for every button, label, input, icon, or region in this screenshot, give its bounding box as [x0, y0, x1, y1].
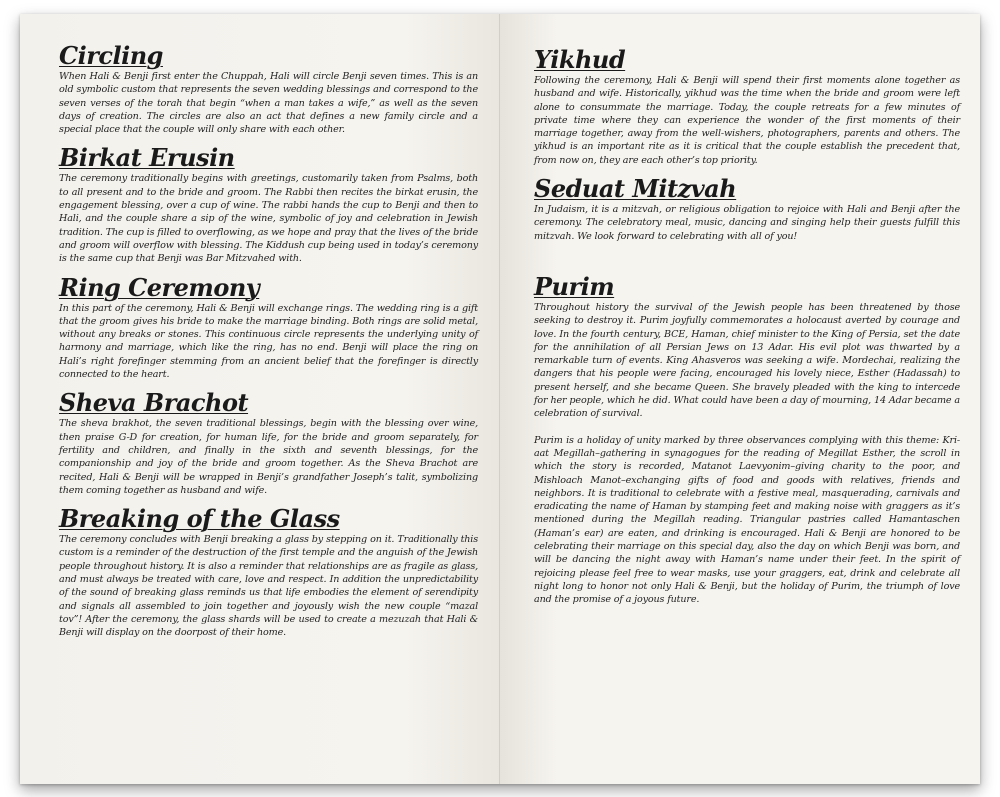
section-circling — [59, 42, 478, 136]
right-page — [500, 14, 980, 784]
section-title: Seduat Mitzvah — [534, 174, 737, 204]
section-title: Circling — [59, 41, 163, 70]
section-title: Breaking of the Glass — [59, 504, 340, 534]
section-ring-ceremony — [59, 274, 478, 382]
section-title: Ring Ceremony — [59, 272, 260, 302]
section-text: When Hali & Benji first enter the Chuppah, Hali will circle Benji seven times. This is an old symbolic custom that represents the seven wedding blessings and correspond to the seven verses of the torah that begin “when a man takes a wife,” as well as the seven days of creation. The circles are also an act that defines a new family circle and a special place that the couple will only share with each other. — [59, 71, 478, 136]
section-text: The sheva brakhot, the seven traditional blessings, begin with the blessing over wine, then praise G-D for creation, for human life, for the bride and groom separately, for fertility and children, and finally in the sixth and seventh blessings, for the companionship and joy of the bride and groom together. As the Sheva Brachot are recited, Hali & Benji will be wrapped in Benji’s grandfather Joseph’s talit, symbolizing them coming together as husband and wife. — [59, 418, 478, 496]
section-breaking-of-the-glass — [59, 505, 478, 639]
section-text: In this part of the ceremony, Hali & Benji will exchange rings. The wedding ring is a gift that the groom gives his bride to make the marriage binding. Both rings are solid metal, without any breaks or stones. This continuous circle represents the underlying unity of harmony and marriage, which like the ring, has no end. Benji will place the ring on Hali’s right forefinger stemming from an ancient belief that the forefinger is directly connected to the heart. — [59, 302, 478, 381]
program-booklet — [20, 14, 980, 784]
section-yikhud — [534, 46, 960, 167]
section-title: Sheva Brachot — [59, 388, 249, 418]
section-title: Purim — [534, 271, 615, 301]
section-title: Birkat Erusin — [59, 143, 235, 173]
section-text: The ceremony traditionally begins with greetings, customarily taken from Psalms, both to all present and to the bride and groom. The Rabbi then recites the birkat erusin, the engagement blessing, over a cup of wine. The rabbi hands the cup to Benji and then to Hali, and the couple share a sip of the wine, symbolic of joy and celebration in Jewish tradition. The cup is filled to overflowing, as we hope and pray that the lives of the bride and groom will overflow with blessing. The Kiddush cup being used in today’s ceremony is the same cup that Benji was Bar Mitzvahed with. — [59, 173, 478, 265]
section-title: Yikhud — [534, 45, 626, 74]
section-sheva-brachot — [59, 389, 478, 497]
section-text: Purim is a holiday of unity marked by three observances complying with this theme: Kri-aat Megillah–gathering in synagogues for the reading of Megillat Esther, the scroll in which the story is recorded, Matanot Laevyonim–giving charity to the poor, and Mishloach Manot–exchanging gifts of food and goods with relatives, friends and neighbors. It is traditional to celebrate with a festive meal, masquerading, carnivals and eradicating the name of Haman by stamping feet and making noise with graggers as it’s mentioned during the Megillah reading. Triangular pastries called Hamantaschen (Haman’s ear) are eaten, and drinking is encouraged. Hali & Benji are honored to be celebrating their marriage on this special day, also the day on which Benji was born, and will be dancing the night away with Haman’s name under their feet. In the spirit of rejoicing please feel free to wear masks, use your graggers, eat, drink and celebrate all night long to honor not only Hali & Benji, but the holiday of Purim, the triumph of love and the promise of a joyous future. — [534, 434, 960, 606]
section-purim — [534, 273, 960, 607]
section-seduat-mitzvah — [534, 175, 960, 243]
section-text: In Judaism, it is a mitzvah, or religious obligation to rejoice with Hali and Benji after the ceremony. The celebratory meal, music, dancing and singing help their guests fulfill this mitzvah. We look forward to celebrating with all of you! — [534, 204, 960, 242]
section-text: The ceremony concludes with Benji breaking a glass by stepping on it. Traditionally this custom is a reminder of the destruction of the first temple and the anguish of the Jewish people throughout history. It is also a reminder that relationships are as fragile as glass, and must always be treated with care, love and respect. In addition the unpredictability of the sound of breaking glass reminds us that life embodies the element of serendipity and signals all assembled to join together and joyously wish the new couple “mazal tov”! After the ceremony, the glass shards will be used to create a mezuzah that Hali & Benji will display on the doorpost of their home. — [59, 534, 478, 639]
section-text: Throughout history the survival of the Jewish people has been threatened by those seeking to destroy it. Purim joyfully commemorates a holocaust averted by courage and love. In the fourth century, BCE, Haman, chief minister to the King of Persia, set the date for the annihilation of all Persian Jews on 13 Adar. His evil plot was thwarted by a remarkable turn of events. King Ahasveros was seeking a wife. Mordechai, realizing the dangers that his people were facing, encouraged his lovely niece, Esther (Hadassah) to present herself, and she became Queen. She bravely pleaded with the king to intercede for her people, which he did. What could have been a day of mourning, 14 Adar became a celebration of survival. — [534, 301, 960, 420]
section-birkat-erusin — [59, 144, 478, 265]
left-page — [20, 14, 500, 784]
section-text: Following the ceremony, Hali & Benji will spend their first moments alone together as husband and wife. Historically, yikhud was the time when the bride and groom were left alone to consummate the marriage. Today, the couple retreats for a few minutes of private time where they can experience the wonder of the first moments of their marriage together, away from the well-wishers, photographers, parents and others. The yikhud is an important rite as it is critical that the couple establish the precedent that, from now on, they are each other’s top priority. — [534, 75, 960, 166]
